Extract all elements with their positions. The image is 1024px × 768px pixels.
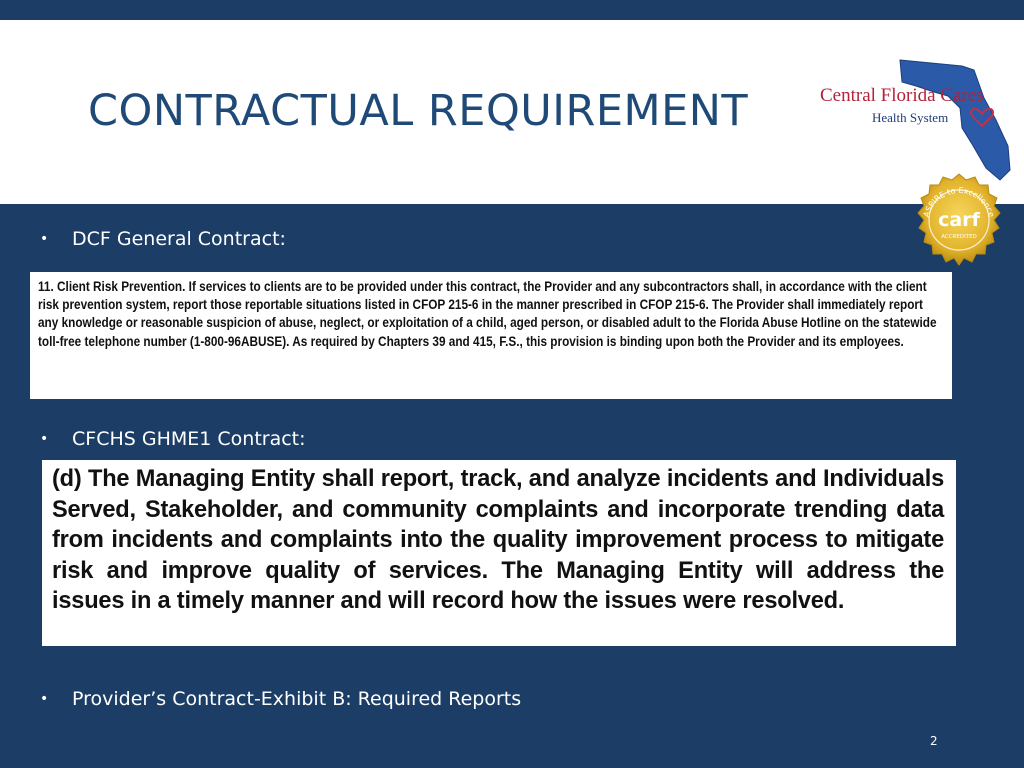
logo-name: Central Florida Cares [820, 85, 984, 106]
slide-header [0, 20, 1024, 204]
bullet-item [40, 428, 306, 450]
bullet-dot: • [40, 431, 49, 447]
page-number: 2 [930, 734, 938, 748]
top-bar [0, 0, 1024, 20]
bullet-item [40, 228, 286, 250]
badge-top-text: ASPIRE to Excellence [921, 185, 997, 219]
excerpt-heading: Client Risk Prevention. [57, 279, 186, 294]
dcf-contract-excerpt [30, 272, 952, 399]
carf-accreditation-badge [906, 172, 1012, 276]
bullet-text: CFCHS GHME1 Contract: [72, 428, 306, 450]
cfchs-contract-excerpt [42, 460, 956, 646]
excerpt-label: (d) [52, 466, 82, 492]
bullet-text: DCF General Contract: [72, 228, 286, 250]
bullet-dot: • [40, 691, 49, 707]
excerpt-body: The Managing Entity shall report, track, and analyze incidents and Individuals Served, Stakeholder, and community complaints and incorporate trending data from incidents and complaints into the quality improvement process to mitigate risk and improve quality of services. The Managing Entity will address the issues in a timely manner and will record how the issues were resolved. [52, 466, 944, 614]
page-title: CONTRACTUAL REQUIREMENT [88, 86, 749, 136]
badge-bottom-text: ACCREDITED [941, 234, 977, 240]
bullet-text: Provider’s Contract-Exhibit B: Required Reports [72, 688, 522, 710]
central-florida-cares-logo [812, 58, 1014, 186]
excerpt-number: 11. [38, 279, 54, 294]
logo-subtitle: Health System [872, 110, 949, 125]
bullet-dot: • [40, 231, 49, 247]
excerpt-body: If services to clients are to be provided under this contract, the Provider and any subcontractors shall, in accordance with the client risk prevention system, report those reportable situations listed in CFOP 215-6 in the manner prescribed in CFOP 215-6. The Provider shall immediately report any knowledge or reasonable suspicion of abuse, neglect, or exploitation of a child, aged person, or disabled adult to the Florida Abuse Hotline on the statewide toll-free telephone number (1-800-96ABUSE). As required by Chapters 39 and 415, F.S., this provision is binding upon both the Provider and its employees. [38, 279, 937, 349]
badge-center-text: carf [938, 209, 980, 231]
bullet-item [40, 688, 521, 710]
